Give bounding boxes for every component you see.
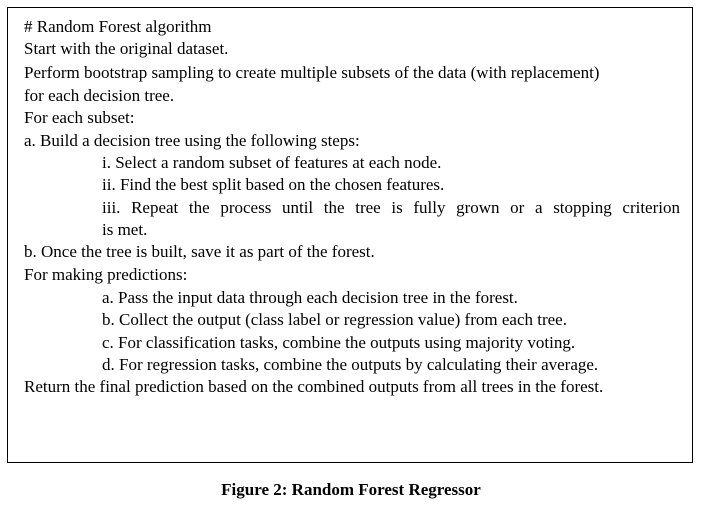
algorithm-line: b. Once the tree is built, save it as part of the forest. (24, 242, 375, 261)
algorithm-substep-continuation: is met. (102, 220, 148, 239)
algorithm-line: Return the final prediction based on the combined outputs from all trees in the forest. (24, 377, 604, 396)
figure-caption: Figure 2: Random Forest Regressor (221, 480, 481, 499)
algorithm-substep: b. Collect the output (class label or regression value) from each tree. (102, 310, 567, 329)
algorithm-substep: i. Select a random subset of features at each node. (102, 153, 442, 172)
algorithm-substep: d. For regression tasks, combine the outputs by calculating their average. (102, 355, 599, 374)
algorithm-box (7, 7, 693, 463)
algorithm-line: Start with the original dataset. (24, 39, 229, 58)
algorithm-substep: c. For classification tasks, combine the outputs using majority voting. (102, 333, 576, 352)
algorithm-substep: iii. Repeat the process until the tree is fully grown or a stopping criterion (102, 198, 680, 217)
algorithm-substep: ii. Find the best split based on the chosen features. (102, 175, 445, 194)
algorithm-line: for each decision tree. (24, 86, 175, 105)
algorithm-title: # Random Forest algorithm (24, 17, 212, 36)
algorithm-line: Perform bootstrap sampling to create multiple subsets of the data (with replacement) (24, 63, 600, 82)
algorithm-line: For each subset: (24, 108, 135, 127)
algorithm-line: For making predictions: (24, 265, 188, 284)
algorithm-line: a. Build a decision tree using the following steps: (24, 131, 360, 150)
algorithm-substep: a. Pass the input data through each decision tree in the forest. (102, 288, 518, 307)
